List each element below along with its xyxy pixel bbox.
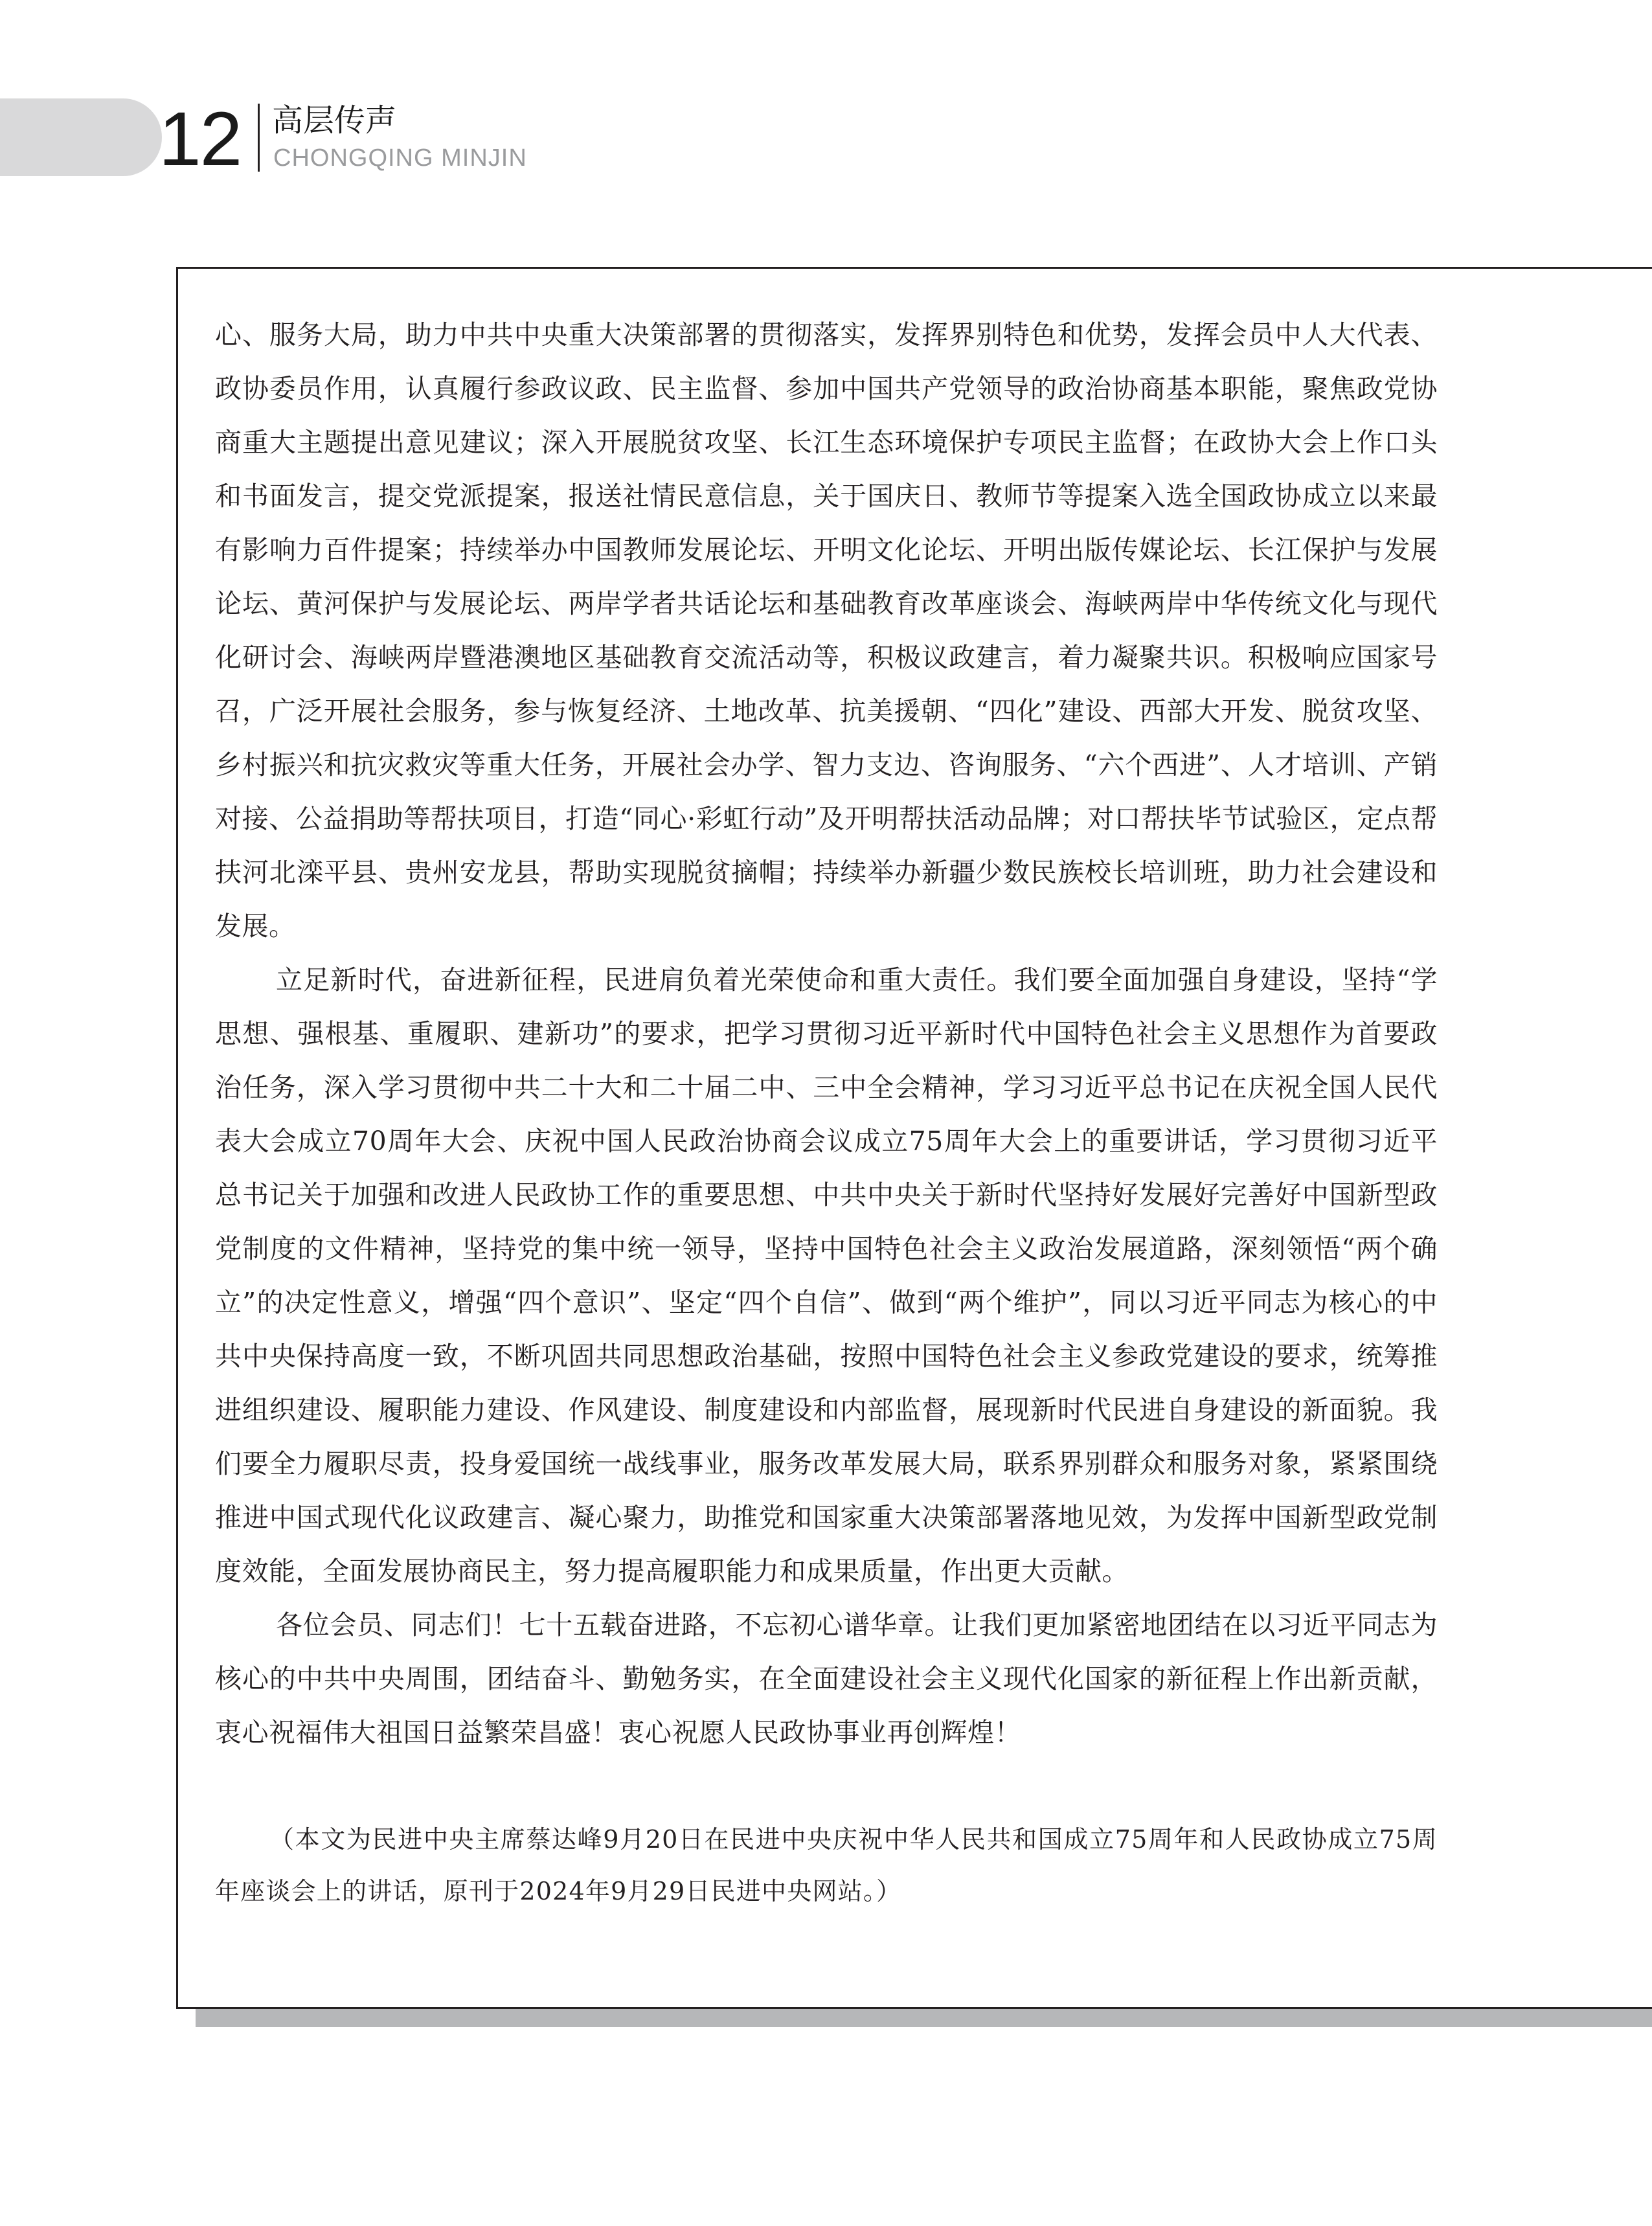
page-number: 12 — [159, 97, 242, 182]
article-paragraph: 心、服务大局，助力中共中央重大决策部署的贯彻落实，发挥界别特色和优势，发挥会员中人大代表、政协委员作用，认真履行参政议政、民主监督、参加中国共产党领导的政治协商基本职能，聚焦政党协商重大主题提出意见建议；深入开展脱贫攻坚、长江生态环境保护专项民主监督；在政协大会上作口头和书面发言，提交党派提案，报送社情民意信息，关于国庆日、教师节等提案入选全国政协成立以来最有影响力百件提案；持续举办中国教师发展论坛、开明文化论坛、开明出版传媒论坛、长江保护与发展论坛、黄河保护与发展论坛、两岸学者共话论坛和基础教育改革座谈会、海峡两岸中华传统文化与现代化研讨会、海峡两岸暨港澳地区基础教育交流活动等，积极议政建言，着力凝聚共识。积极响应国家号召，广泛开展社会服务，参与恢复经济、土地改革、抗美援朝、“四化”建设、西部大开发、脱贫攻坚、乡村振兴和抗灾救灾等重大任务，开展社会办学、智力支边、咨询服务、“六个西进”、人才培训、产销对接、公益捐助等帮扶项目，打造“同心·彩虹行动”及开明帮扶活动品牌；对口帮扶毕节试验区，定点帮扶河北滦平县、贵州安龙县，帮助实现脱贫摘帽；持续举办新疆少数民族校长培训班，助力社会建设和发展。 — [215, 319, 1438, 942]
source-note: （本文为民进中央主席蔡达峰9月20日在民进中央庆祝中华人民共和国成立75周年和人民政协成立75周年座谈会上的讲话，原刊于2024年9月29日民进中央网站。） — [215, 1825, 1438, 1905]
header-tab — [0, 98, 162, 176]
section-title: 高层传声 — [272, 102, 397, 139]
header-divider — [258, 104, 260, 172]
frame-shadow — [196, 2008, 1652, 2027]
section-subtitle: CHONGQING MINJIN — [273, 144, 527, 172]
article-paragraph: 各位会员、同志们！七十五载奋进路，不忘初心谱华章。让我们更加紧密地团结在以习近平同志为核心的中共中央周围，团结奋斗、勤勉务实，在全面建设社会主义现代化国家的新征程上作出新贡献，衷心祝福伟大祖国日益繁荣昌盛！衷心祝愿人民政协事业再创辉煌！ — [215, 1609, 1438, 1748]
article-paragraph: 立足新时代，奋进新征程，民进肩负着光荣使命和重大责任。我们要全面加强自身建设，坚持“学思想、强根基、重履职、建新功”的要求，把学习贯彻习近平新时代中国特色社会主义思想作为首要政治任务，深入学习贯彻中共二十大和二十届二中、三中全会精神，学习习近平总书记在庆祝全国人民代表大会成立70周年大会、庆祝中国人民政治协商会议成立75周年大会上的重要讲话，学习贯彻习近平总书记关于加强和改进人民政协工作的重要思想、中共中央关于新时代坚持好发展好完善好中国新型政党制度的文件精神，坚持党的集中统一领导，坚持中国特色社会主义政治发展道路，深刻领悟“两个确立”的决定性意义，增强“四个意识”、坚定“四个自信”、做到“两个维护”，同以习近平同志为核心的中共中央保持高度一致，不断巩固共同思想政治基础，按照中国特色社会主义参政党建设的要求，统筹推进组织建设、履职能力建设、作风建设、制度建设和内部监督，展现新时代民进自身建设的新面貌。我们要全力履职尽责，投身爱国统一战线事业，服务改革发展大局，联系界别群众和服务对象，紧紧围绕推进中国式现代化议政建言、凝心聚力，助推党和国家重大决策部署落地见效，为发挥中国新型政党制度效能，全面发展协商民主，努力提高履职能力和成果质量，作出更大贡献。 — [215, 964, 1438, 1587]
article-body — [215, 308, 1438, 1760]
